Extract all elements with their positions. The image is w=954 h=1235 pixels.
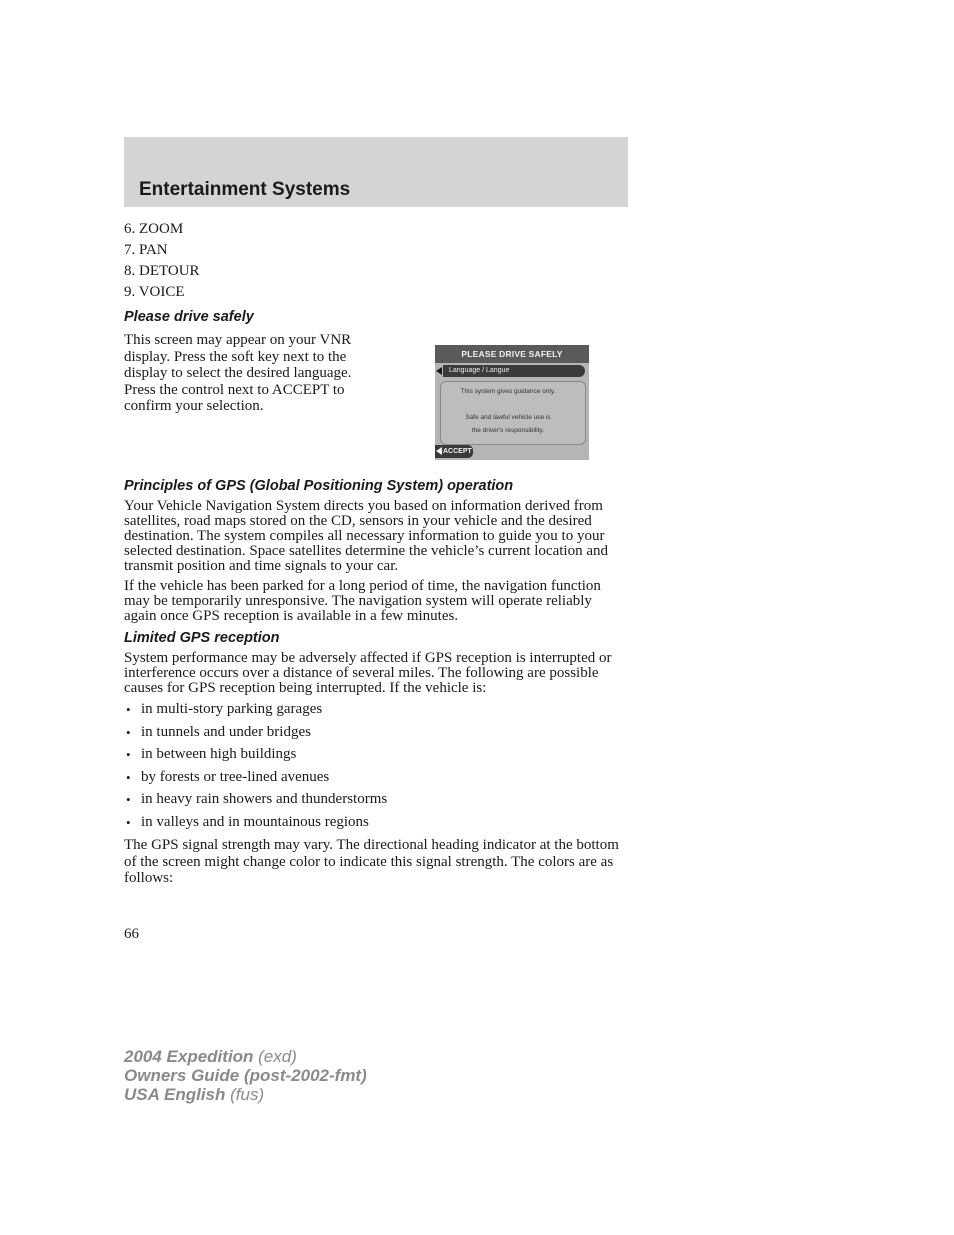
footer-line [124,1066,367,1085]
soft-key-arrow-icon [436,367,442,375]
screen-title: PLEASE DRIVE SAFELY [435,345,589,363]
bullet-icon: • [126,769,131,785]
bullet-icon: • [126,702,131,717]
accept-arrow-icon [436,447,442,455]
vnr-display-image [435,345,589,460]
section-header [124,137,628,207]
list-item [124,747,628,770]
screen-message-line: the driver's responsibility. [471,427,545,434]
list-item-text: in multi-story parking garages [141,701,323,717]
interruption-causes-list [124,702,628,837]
section-title: Entertainment Systems [139,179,351,200]
screen-message-line: This system gives guidance only. [460,388,556,395]
footer-guide: Owners Guide (post-2002-fmt) [124,1066,367,1085]
drive-safely-text: This screen may appear on your VNR display. Press the soft key next to the display to select the desired language. Press the control next to ACCEPT to confirm your selection. [124,332,352,414]
list-item [124,725,628,748]
screen-message-line: Safe and lawful vehicle use is [465,414,551,421]
gps-principles-paragraph: Your Vehicle Navigation System directs you based on information derived from satellites, road maps stored on the CD, sensors in your vehicle and the desired destination. The system compiles all necessary information to guide you to your selected destination. Space satellites determine the vehicle’s current location and transmit position and time signals to your car. [124,498,608,574]
footer-line [124,1047,367,1066]
control-list [124,219,628,303]
gps-parked-paragraph: If the vehicle has been parked for a long period of time, the navigation function may be temporarily unresponsive. The navigation system will operate reliably again once GPS reception is available in a few minutes. [124,578,601,624]
language-option: Language / Langue [443,365,585,377]
limited-gps-heading: Limited GPS reception [124,630,280,646]
list-item: 7. PAN [124,242,168,258]
bullet-icon: • [126,747,131,762]
page-content [124,219,628,887]
drive-safely-section [124,328,628,472]
list-item: 8. DETOUR [124,263,200,279]
footer-vehicle-code: (exd) [253,1047,297,1066]
list-item [124,815,628,838]
list-item: 9. VOICE [124,284,185,300]
bullet-icon: • [126,792,131,807]
list-item-text: in heavy rain showers and thunderstorms [141,791,388,807]
footer-language: USA English [124,1085,226,1104]
list-item-text: in tunnels and under bridges [141,723,311,740]
document-footer [124,1047,367,1104]
bullet-icon: • [126,814,131,830]
footer-language-code: (fus) [225,1085,265,1104]
footer-line [124,1085,367,1104]
list-item-text: by forests or tree-lined avenues [141,768,330,785]
signal-strength-paragraph: The GPS signal strength may vary. The directional heading indicator at the bottom of the screen might change color to indicate this signal strength. The colors are as follows: [124,837,619,886]
gps-principles-heading: Principles of GPS (Global Positioning System) operation [124,478,514,494]
footer-vehicle: 2004 Expedition [124,1047,254,1066]
accept-option: ACCEPT [435,445,473,458]
drive-safely-heading: Please drive safely [124,309,254,325]
list-item: 6. ZOOM [124,221,184,237]
list-item [124,792,628,815]
list-item-text: in valleys and in mountainous regions [141,813,369,830]
page-number: 66 [124,926,139,942]
list-item-text: in between high buildings [141,746,297,762]
list-item [124,770,628,793]
limited-gps-paragraph: System performance may be adversely affected if GPS reception is interrupted or interference occurs over a distance of several miles. The following are possible causes for GPS reception being interrupted. If the vehicle is: [124,650,612,696]
bullet-icon: • [126,724,131,740]
list-item [124,702,628,725]
